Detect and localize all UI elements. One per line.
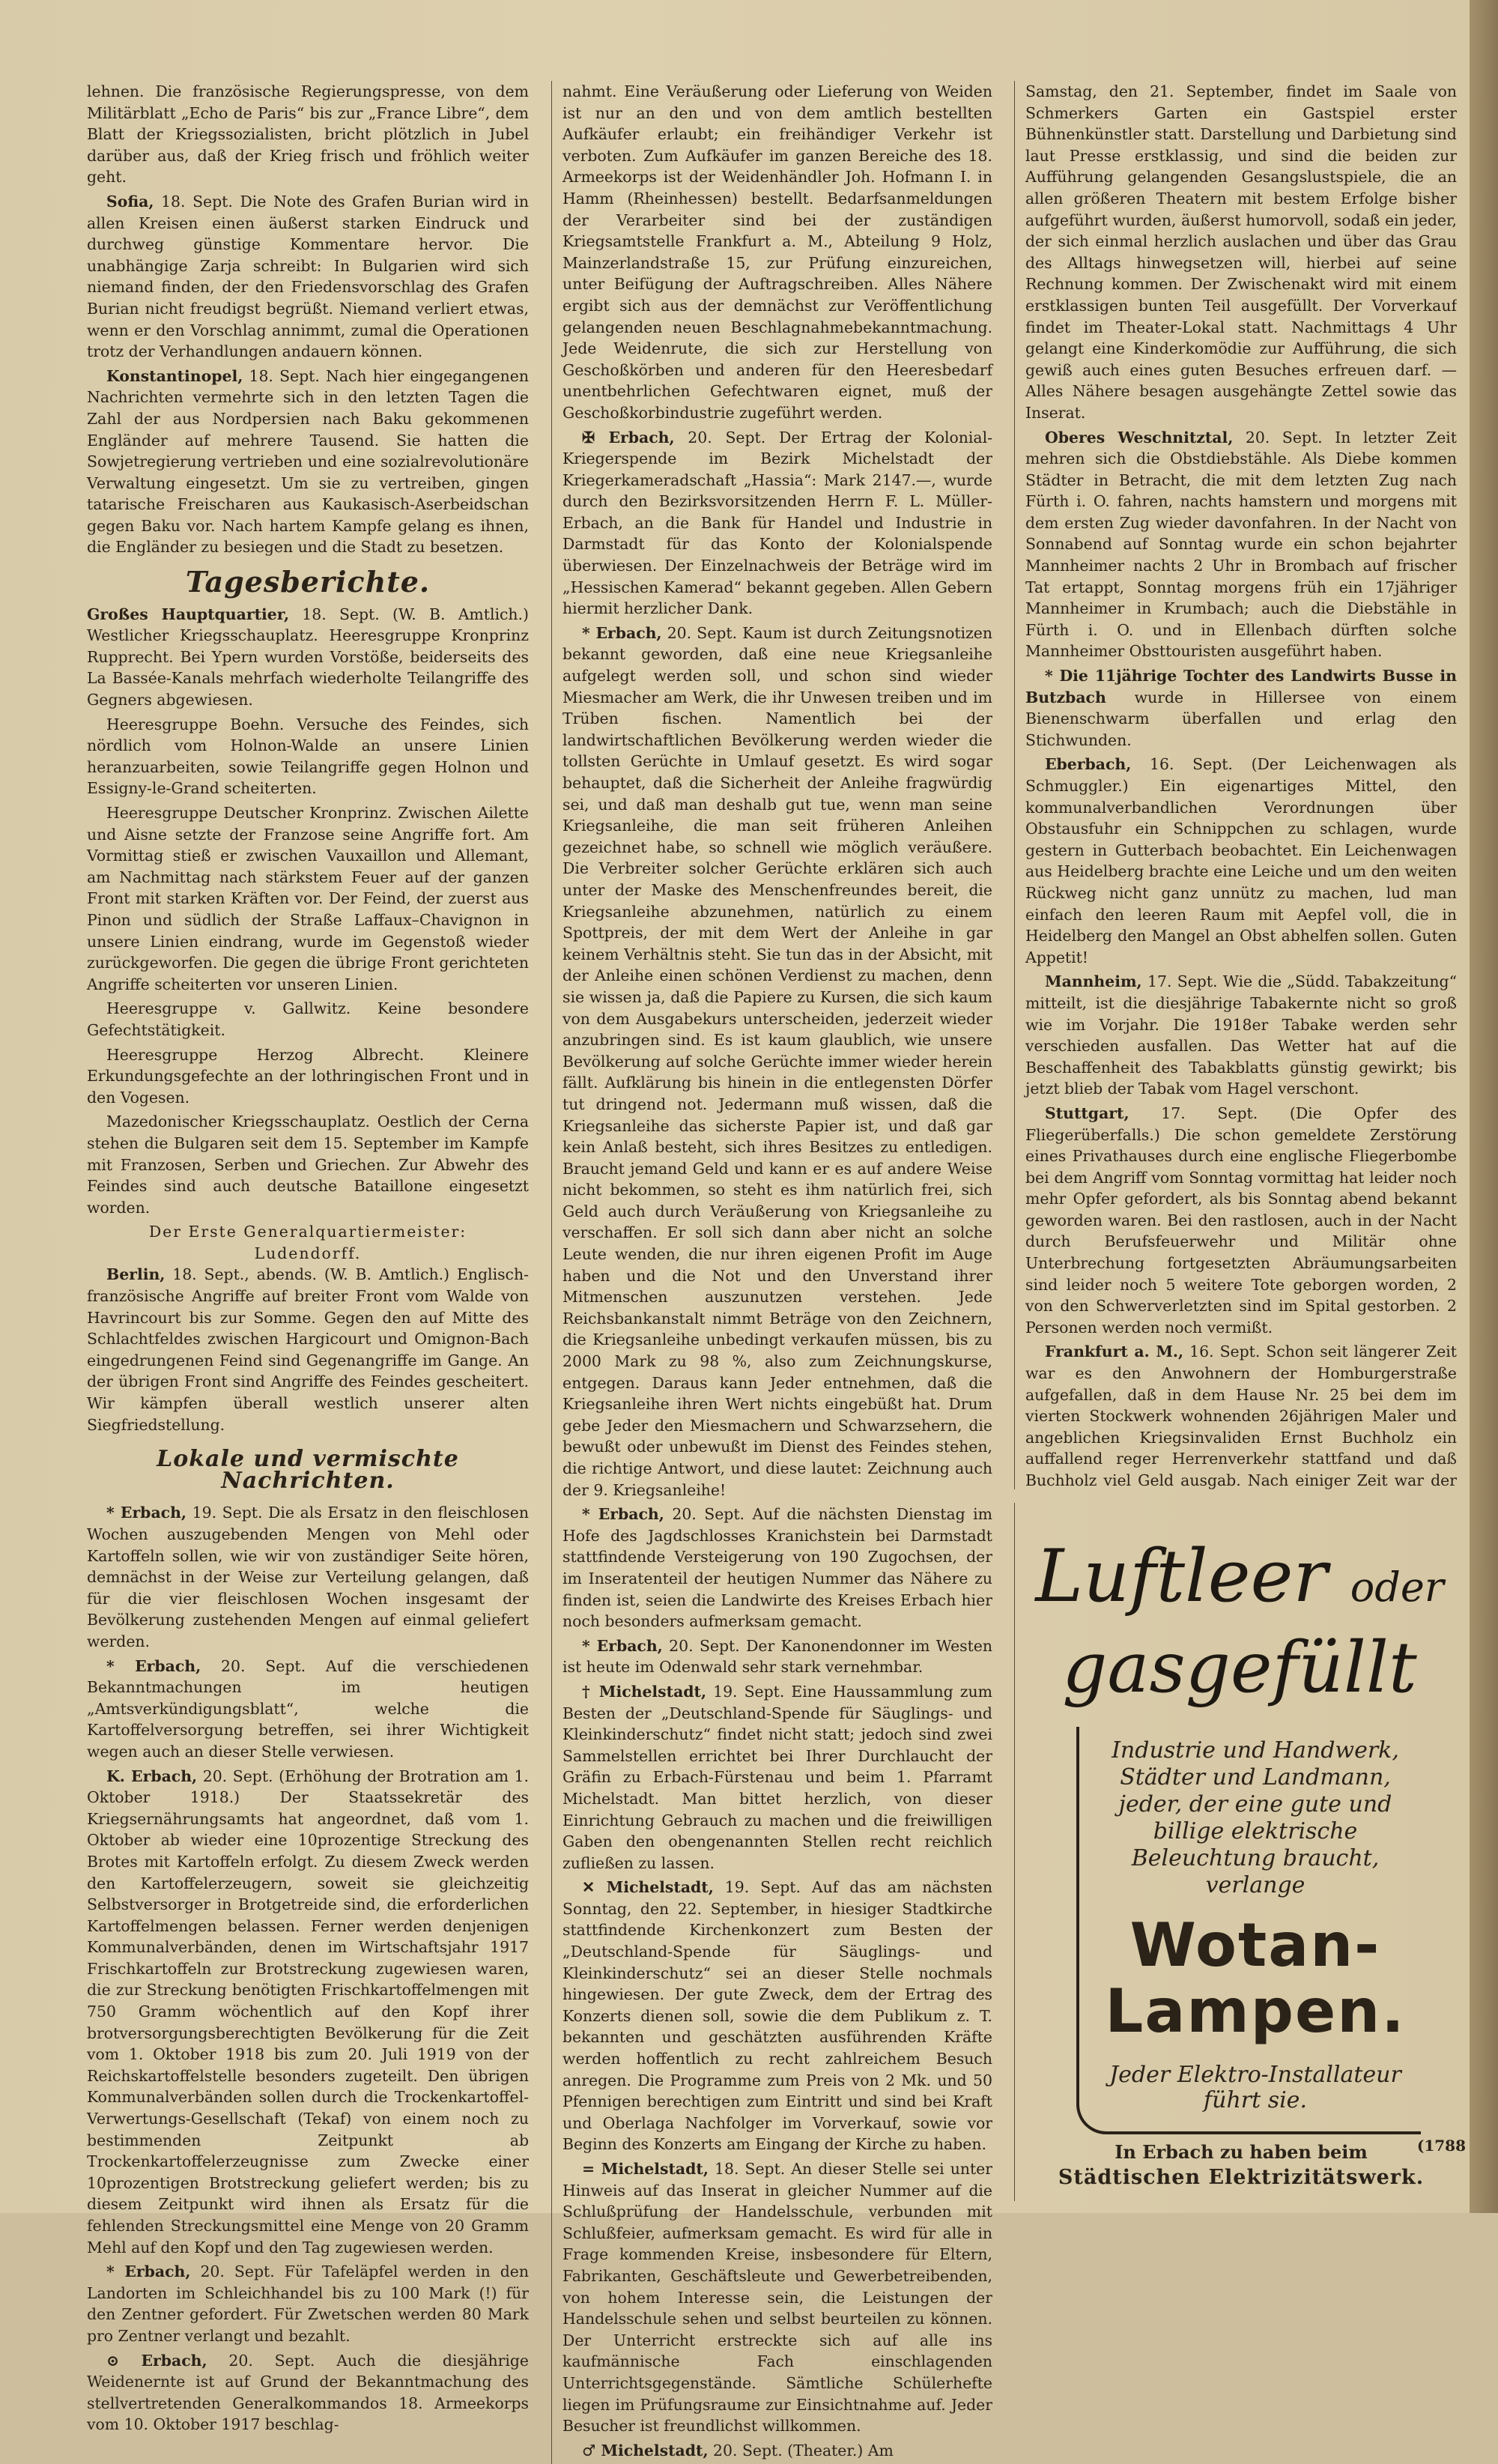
article-paragraph: * Erbach, 20. Sept. Der Kanonendonner im Westen ist heute im Odenwald sehr stark vernehmbar. (562, 1636, 992, 1677)
ad-brand-line-2: Lampen. (1105, 1976, 1406, 2046)
article-paragraph: † Michelstadt, 19. Sept. Eine Haussammlung zum Besten der „Deutschland-Spende für Säuglings- und Kleinkinderschutz“ findet nicht statt; jedoch sind zwei Sammelstellen errichtet bei Ihrer Durchlaucht der Gräfin zu Erbach-Fürstenau und beim 1. Pfarramt Michelstadt. Man bittet herzlich, von dieser Einrichtung Gebrauch zu machen und die freiwilligen Gaben den obengenannten Stellen recht reichlich zufließen zu lassen. (562, 1682, 992, 1872)
ad-brand-line-1: Wotan- (1129, 1910, 1381, 1980)
article-paragraph: lehnen. Die französische Regierungspresse, von dem Militärblatt „Echo de Paris“ bis zur „France Libre“, dem Blatt der Kriegssozialisten, bricht plötzlich in Jubel darüber aus, daß der Krieg frisch und fröhlich weiter geht. (87, 82, 529, 187)
column-1 (87, 81, 529, 2439)
article-paragraph: * Erbach, 20. Sept. Auf die verschiedenen Bekanntmachungen im heutigen „Amtsverkündigungsblatt“, welche die Kartoffelversorgung betreffen, sei ihrer Wichtigkeit wegen auch an dieser Stelle verwiesen. (87, 1656, 530, 1761)
section-heading-lokales: Lokale und vermischte Nachrichten. (157, 1446, 459, 1494)
article-paragraph: Oberes Weschnitztal, 20. Sept. In letzter Zeit mehren sich die Obstdiebstähle. Als Diebe kommen Städter in Betracht, die mit dem letzten Zug nach Fürth i. O. fahren, nachts hamstern und morgens mit dem ersten Zug wieder davonfahren. In der Nacht von Sonnabend auf Sonntag wurde ein schon bejahrter Mannheimer nachts 2 Uhr in Brombach auf frischer Tat ertappt, Sonntag morgens früh ein 17jähriger Mannheimer in Krumbach; auch die Diebstähle in Fürth i. O. und in Ellenbach dürften solche Mannheimer Obsttouristen ausgeführt haben. (1025, 428, 1457, 661)
article-paragraph: Konstantinopel, 18. Sept. Nach hier eingegangenen Nachrichten vermehrte sich in den letzten Tagen die Zahl der aus Nordpersien nach Baku gekommenen Engländer auf mehrere Tausend. Sie hatten die Sowjetregierung vertrieben und eine sozialrevolutionäre Verwaltung eingesetzt. Um sie zu vertreiben, gingen tatarische Freischaren aus Kaukasisch-Aserbeidschan gegen Baku vor. Nach hartem Kampfe gelang es ihnen, die Engländer zu besiegen und die Stadt zu besetzen. (87, 366, 529, 557)
article-paragraph: Heeresgruppe Boehn. Versuche des Feindes, sich nördlich vom Holnon-Walde an unsere Linien heranzuarbeiten, sowie Teilangriffe gegen Holnon und Essigny-le-Grand scheiterten. (87, 715, 529, 798)
article-paragraph: nahmt. Eine Veräußerung oder Lieferung von Weiden ist nur an den und von dem amtlich bestellten Aufkäufer erlaubt; ein freihändiger Verkehr ist verboten. Zum Aufkäufer im ganzen Bereiche des 18. Armeekorps ist der Weidenhändler Joh. Hofmann I. in Hamm (Rheinhessen) bestellt. Bedarfsanmeldungen der Verarbeiter sind bei der zuständigen Kriegsamtstelle Frankfurt a. M., Abteilung 9 Holz, Mainzerlandstraße 15, zur Prüfung einzureichen, unter Beifügung der Auftragschreiben. Alles Nähere ergibt sich aus der demnächst zur Veröffentlichung gelangenden neuen Beschlagnahmebekanntmachung. Jede Weidenrute, die sich zur Herstellung von Geschoßkörben und anderen für den Heeresbedarf unentbehrlichen Gefechtwaren eignet, muß der Geschoßkorbindustrie zugeführt werden. (562, 82, 992, 422)
article-paragraph: * Erbach, 19. Sept. Die als Ersatz in den fleischlosen Wochen auszugebenden Mengen von Mehl oder Kartoffeln sollen, wie wir von zuständiger Seite hören, demnächst in der Weise zur Verteilung gelangen, daß für die vier fleischlosen Wochen insgesamt der Bevölkerung zustehenden Mengen auf einmal geliefert werden. (87, 1504, 529, 1650)
section-heading-tagesberichte: Tagesberichte. (185, 565, 431, 599)
ad-body-text: Industrie und Handwerk, Städter und Landmann, jeder, der eine gute und billige elektrische Beleuchtung braucht, verlange (1112, 1737, 1399, 1898)
ad-footer-line-2: Städtischen Elektrizitätswerk. (1058, 2166, 1425, 2189)
column-2 (551, 81, 992, 2464)
article-paragraph: Eberbach, 16. Sept. (Der Leichenwagen als Schmuggler.) Ein eigenartiges Mittel, den kommunalverbandlichen Verordnungen über Obstausfuhr ein Schnippchen zu schlagen, wurde gestern in Gutterbach beobachtet. Ein Leichenwagen aus Heidelberg brachte eine Leiche und um den weiten Rückweg nicht ganz unnütz zu machen, lud man einfach den leeren Raum mit Aepfel voll, die in Heidelberg den Mangel an Obst abhelfen sollen. Guten Appetit! (1025, 755, 1457, 966)
article-paragraph: Frankfurt a. M., 16. Sept. Schon seit längerer Zeit war es den Anwohnern der Homburgerstraße aufgefallen, daß in dem Hause Nr. 25 bei dem im vierten Stockwerk wohnenden 26jährigen Maler und angeblichen Kriegsinvaliden Ernst Buchholz ein auffallend reger Herrenverkehr stattfand und daß Buchholz viel Geld ausgab. Nach einiger Zeit war der (1025, 1343, 1457, 1489)
ad-installer-text: Jeder Elektro-Installateur führt sie. (1109, 2062, 1401, 2113)
article-paragraph: * Erbach, 20. Sept. Kaum ist durch Zeitungsnotizen bekannt geworden, daß eine neue Kriegsanleihe aufgelegt werden soll, und schon sind wieder Miesmacher am Werk, die ihr Unwesen treiben und im Trüben fischen. Namentlich bei der landwirtschaftlichen Bevölkerung werden wieder die tollsten Gerüchte in Umlauf gesetzt. Es wird sogar behauptet, daß die Sicherheit der Anleihe fragwürdig sei, und daß man deshalb gut tue, wenn man seine Kriegsanleihe, die man seit früheren Anleihen gezeichnet habe, so schnell wie möglich veräußere. Die Verbreiter solcher Gerüchte erklären sich auch unter der Maske des Menschenfreundes bereit, die Kriegsanleihe abzunehmen, natürlich zu einem Spottpreis, der mit dem Wert der Anleihe in gar keinem Verhältnis steht. Sie tun das in der Absicht, mit der Anleihe einen schönen Verdienst zu machen, denn sie wissen ja, daß die Papiere zu Kursen, die sich kaum von dem Ausgabekurs unterscheiden, jederzeit wieder anzubringen sind. Es ist kaum glaublich, wie unsere Bevölkerung auf solche Gerüchte immer wieder herein fällt. Aufklärung bis hinein in die entlegensten Dörfer tut dringend not. Jedermann muß wissen, daß die Kriegsanleihe das sicherste Papier ist, und daß gar kein Anlaß besteht, sich ihres Besitzes zu entledigen. Braucht jemand Geld und kann er es auf andere Weise nicht bekommen, so steht es ihm natürlich frei, sich Geld auch durch Veräußerung von Kriegsanleihe zu verschaffen. Er soll sich dann aber nicht an solche Leute wenden, die nur ihren eigenen Profit im Auge haben und die Not und den Unverstand ihrer Mitmenschen auszunutzen verstehen. Jede Reichsbankanstalt nimmt Beträge von den Zeichnern, die Kriegsanleihe unbedingt verkaufen müssen, bis zu 2000 Mark zu 98 %, also zum Zeichnungskurse, entgegen. Daraus kann Jeder entnehmen, daß die Kriegsanleihe ihren Wert nichts eingebüßt hat. Drum gebe Jeder den Miesmachern und Schwarzsehern, die bewußt oder unbewußt im Dienst des Feindes stehen, die richtige Antwort, und diese lautet: Zeichnung auch der 9. Kriegsanleihe! (562, 623, 993, 1499)
article-paragraph: Heeresgruppe v. Gallwitz. Keine besondere Gefechtstätigkeit. (87, 999, 529, 1039)
article-paragraph: ♂ Michelstadt, 20. Sept. (Theater.) Am (582, 2441, 894, 2460)
article-paragraph: Berlin, 18. Sept., abends. (W. B. Amtlich.) Englisch-französische Angriffe auf breiter Front vom Walde von Havrincourt bis zur Somme. Gegen den auf Mitte des Schlachtfeldes zwischen Hargicourt und Omignon-Bach eingedrungenen Feind sind Gegenangriffe im Gange. An der übrigen Front sind Angriffe des Feindes gescheitert. Wir kämpfen überall westlich unserer alten Siegfriedstellung. (87, 1265, 529, 1434)
article-paragraph: = Michelstadt, 18. Sept. An dieser Stelle sei unter Hinweis auf das Inserat in gleicher Nummer auf die Schlußprüfung der Handelsschule, verbunden mit Schlußfeier, aufmerksam gemacht. Es wird für alle in Frage kommenden Kreise, insbesondere für Eltern, Fabrikanten, Geschäftsleute und Gewerbetreibenden, von hohem Interesse sein, die Leistungen der Handelsschule sehen und selbst beurteilen zu können. Der Unterricht erstreckte sich auf alle ins kaufmännische Fach einschlagenden Unterrichtsgegenstände. Sämtliche Schülerhefte liegen im Prüfungsraume zur Einsichtnahme auf. Jeder Besucher ist freundlichst willkommen. (562, 2160, 992, 2436)
article-paragraph: Stuttgart, 17. Sept. (Die Opfer des Fliegerüberfalls.) Die schon gemeldete Zerstörung eines Privathauses durch eine englische Fliegerbombe bei dem Angriff vom Sonntag vormittag hat leider noch mehr Opfer gefordert, als bis Sonntag abend bekannt geworden waren. Bei den rastlosen, auch in der Nacht durch Berufsfeuerwehr und Militär ohne Unterbrechung fortgesetzten Abräumungsarbeiten sind leider noch 5 weitere Tote geborgen worden, 2 von den Schwerverletzten sind im Spital gestorben. 2 Personen werden noch vermißt. (1025, 1104, 1457, 1337)
signature-title: Der Erste Generalquartiermeister: (148, 1223, 467, 1241)
signature-name: Ludendorff. (254, 1244, 362, 1262)
article-paragraph: Samstag, den 21. September, findet im Saale von Schmerkers Garten ein Gastspiel erster Bühnenkünstler statt. Darstellung und Darbietung sind laut Presse erstklassig, und sind die beiden zur Aufführung gelangenden Gesangslustspiele, die an allen größeren Theatern mit bestem Erfolge bisher aufgeführt wurden, äußerst humorvoll, sodaß ein jeder, der sich einmal herzlich auslachen und über das Grau des Alltags hinwegsetzen will, hierbei auf seine Rechnung kommen. Der Zwischenakt wird mit einem erstklassigen bunten Teil ausgefüllt. Der Vorverkauf findet im Theater-Lokal statt. Nachmittags 4 Uhr gelangt eine Kinderkomödie zur Aufführung, die sich gewiß auch eines guten Besuches erfreuen darf. — Alles Nähere besagen ausgehängte Zettel sowie das Inserat. (1025, 82, 1457, 422)
ad-footer (1031, 2140, 1451, 2191)
article-paragraph: K. Erbach, 20. Sept. (Erhöhung der Brotration am 1. Oktober 1918.) Der Staatssekretär des Kriegsernährungsamts hat angeordnet, daß vom 1. Oktober ab wieder eine 10prozentige Streckung des Brotes mit Kartoffeln erfolgt. Zu diesem Zweck werden den Kartoffelerzeugern, soweit sie gleichzeitig Selbstversorger in Brotgetreide sind, die erforderlichen Kartoffelmengen belassen. Ferner werden denjenigen Kommunalverbänden, denen im Wirtschaftsjahr 1917 Frischkartoffeln zur Brotstreckung zugewiesen waren, die zur Streckung benötigten Frischkartoffelmengen mit 750 Gramm wöchentlich auf den Kopf ihrer brotversorgungsberechtigten Bevölkerung für die Zeit vom 1. Oktober 1918 bis zum 20. Juli 1919 von der Reichskartoffelstelle besonders zugeteilt. Den übrigen Kommunalverbänden sollen durch die Trockenkartoffel-Verwertungs-Gesellschaft (Tekaf) von einem noch zu bestimmenden Zeitpunkt ab Trockenkartoffelerzeugnisse zum Zwecke einer 10prozentigen Brotstreckung geliefert werden; bis zu diesem Zeitpunkt wird ihnen als Ersatz für die fehlenden Streckungsmittel eine Menge von 20 Gramm Mehl auf den Kopf und den Tag zugewiesen werden. (87, 1767, 530, 2256)
article-paragraph: * Erbach, 20. Sept. Auf die nächsten Dienstag im Hofe des Jagdschlosses Kranichstein bei Darmstadt stattfindende Versteigerung von 190 Zugochsen, der im Inseratenteil der heutigen Nummer das Nähere zu finden ist, seien die Landwirte des Kreises Erbach hier noch besonders aufmerksam gemacht. (562, 1505, 993, 1631)
article-paragraph: Heeresgruppe Deutscher Kronprinz. Zwischen Ailette und Aisne setzte der Franzose seine Angriffe fort. Am Vormittag stieß er zwischen Vauxaillon und Allemant, am Nachmittag nach stärkstem Feuer auf der ganzen Front mit starken Kräften vor. Der Feind, der zuerst aus Pinon und südlich der Straße Laffaux–Chavignon in unsere Linien eindrang, wurde im Gegenstoß wieder zurückgeworfen. Die gegen die übrige Front gerichteten Angriffe scheiterten vor unseren Linien. (87, 804, 529, 993)
ad-number: (1788 (1416, 2137, 1466, 2155)
wotan-lamp-advertisement (1014, 1503, 1467, 2201)
ad-headline-oder: oder (1350, 1564, 1444, 1611)
article-paragraph: * Erbach, 20. Sept. Für Tafeläpfel werden in den Landorten im Schleichhandel bis zu 100 Mark (!) für den Zentner gefordert. Für Zwetschen werden 80 Mark pro Zentner verlangt und bezahlt. (87, 2262, 530, 2345)
ad-frame (1031, 1518, 1448, 2132)
article-paragraph: ✕ Michelstadt, 19. Sept. Auf das am nächsten Sonntag, den 22. September, in hiesiger Stadtkirche stattfindende Kirchenkonzert zum Besten der „Deutschland-Spende für Säuglings- und Kleinkinderschutz“ sei an dieser Stelle nochmals hingewiesen. Der gute Zweck, dem der Ertrag des Konzerts dienen soll, sowie die dem Publikum z. T. bekannten und geschätzten ausführenden Kräfte werden hoffentlich zu recht zahlreichem Besuch anregen. Die Programme zum Preis von 2 Mk. und 50 Pfennigen berechtigen zum Eintritt und sind bei Kraft und Oberlaga Nachfolger im Vorverkauf, sowie vor Beginn des Konzerts am Eingang der Kirche zu haben. (562, 1878, 992, 2154)
ad-headline-luftleer: Luftleer oder (1035, 1534, 1444, 1618)
article-paragraph: ✠ Erbach, 20. Sept. Der Ertrag der Kolonial-Kriegerspende im Bezirk Michelstadt der Kriegerkameradschaft „Hassia“: Mark 2147.—, wurde durch den Bezirksvorsitzenden Herrn F. L. Müller-Erbach, an die Bank für Handel und Industrie in Darmstadt für das Konto der Kolonialspende überwiesen. Der Einzelnachweis der Beträge wird im „Hessischen Kamerad“ bekannt gegeben. Allen Gebern hiermit herzlicher Dank. (562, 428, 992, 618)
ad-lamp-outline (1076, 1727, 1421, 2134)
adjacent-page-edge (1470, 0, 1498, 2213)
article-paragraph: ⊙ Erbach, 20. Sept. Auch die diesjährige Weidenernte ist auf Grund der Bekanntmachung des stellvertretenden Generalkommandos 18. Armeekorps vom 10. Oktober 1917 beschlag- (87, 2351, 529, 2434)
article-paragraph: Mazedonischer Kriegsschauplatz. Oestlich der Cerna stehen die Bulgaren seit dem 15. September im Kampfe mit Franzosen, Serben und Griechen. Zur Abwehr des Feindes sind auch deutsche Bataillone eingesetzt worden. (87, 1113, 529, 1217)
article-paragraph: * Die 11jährige Tochter des Landwirts Busse in Butzbach wurde in Hillersee von einem Bienenschwarm überfallen und erlag den Stichwunden. (1025, 667, 1457, 749)
article-paragraph: Sofia, 18. Sept. Die Note des Grafen Burian wird in allen Kreisen einen äußerst starken Eindruck und durchweg günstige Kommentare hervor. Die unabhängige Zarja schreibt: In Bulgarien wird sich niemand finden, der den Friedensvorschlag des Grafen Burian nicht freudigst begrüßt. Niemand verliert etwas, wenn er den Vorschlag annimmt, zumal die Operationen trotz der Verhandlungen andauern können. (87, 192, 529, 361)
article-paragraph: Heeresgruppe Herzog Albrecht. Kleinere Erkundungsgefechte an der lothringischen Front und in den Vogesen. (87, 1045, 529, 1107)
article-paragraph: Großes Hauptquartier, 18. Sept. (W. B. Amtlich.) Westlicher Kriegsschauplatz. Heeresgruppe Kronprinz Rupprecht. Bei Ypern wurden Vorstöße, beiderseits des La Bassée-Kanals mehrfach wiederholte Teilangriffe des Gegners abgewiesen. (87, 605, 529, 709)
column-3 (1014, 81, 1457, 1489)
ad-footer-line-1: In Erbach zu haben beim (1115, 2141, 1368, 2163)
article-paragraph: Mannheim, 17. Sept. Wie die „Südd. Tabakzeitung“ mitteilt, ist die diesjährige Tabakernte nicht so groß wie im Vorjahr. Die 1918er Tabake werden sehr verschieden ausfallen. Das Wetter hat auf die Beschaffenheit des Tabakblatts günstig gewirkt; bis jetzt blieb der Tabak vom Hagel verschont. (1025, 972, 1457, 1098)
ad-headline-gasgefuellt: gasgefüllt (1062, 1627, 1417, 1709)
